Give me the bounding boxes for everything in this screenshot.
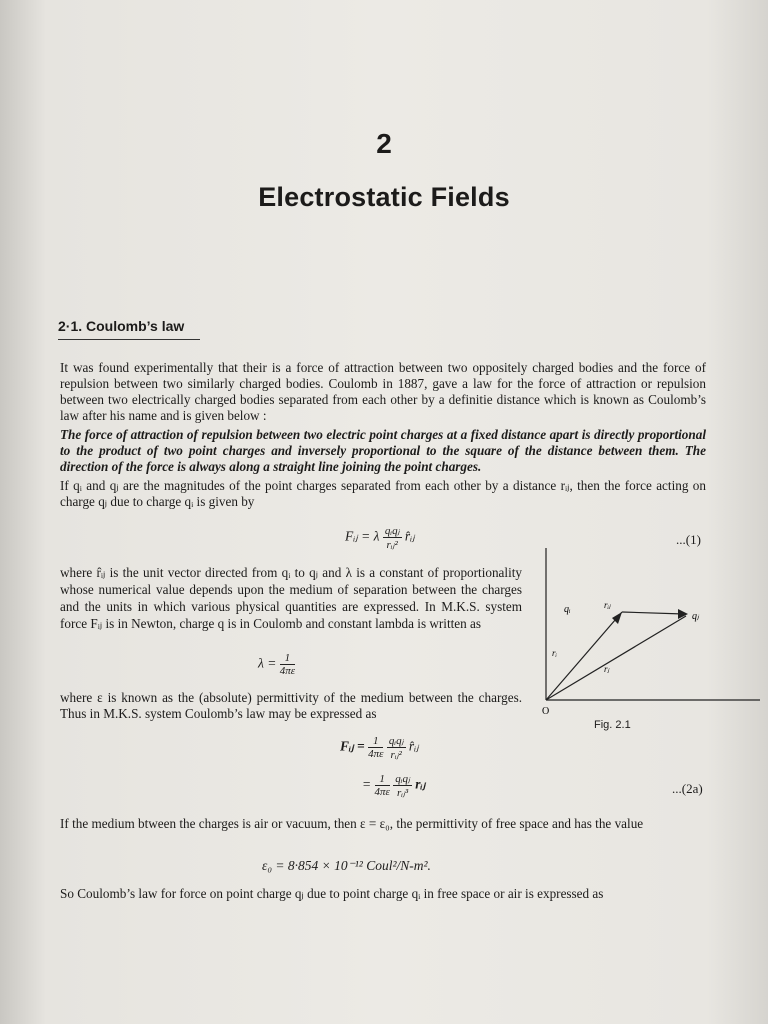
paragraph-permittivity: where ε is known as the (absolute) permittivity of the medium between the charges. Thus in M.K.S. system Coulomb’s law may be expressed as [60,690,522,721]
lambda-lhs: λ = [258,655,277,671]
eq2a-lhs: Fᵢⱼ = [340,738,365,754]
vector-rij [622,612,684,614]
vector-ri [546,612,622,700]
eq2a-unit-vector: r̂ᵢⱼ [408,738,419,754]
equation-2a-line2 [362,772,425,799]
equation-epsilon0: ε₀ = 8·854 × 10⁻¹² Coul²/N-m². [262,858,431,873]
paragraph-force-def: If qᵢ and qⱼ are the magnitudes of the point charges separated from each other by a distance rᵢⱼ, then the force acting on charge qⱼ due to charge qᵢ is given by [60,478,706,509]
equation-2a-tag: ...(2a) [672,781,703,796]
eq2a-charge-num: qᵢqⱼ [388,735,404,747]
lambda-numerator: 1 [280,652,295,665]
equation-1-tag: ...(1) [676,532,701,547]
eq2b-equals: = [362,776,372,792]
eq2b-const-num: 1 [375,773,390,786]
figure-origin-label: O [542,706,550,717]
figure-caption: Fig. 2.1 [594,719,631,731]
figure-label-qi: qᵢ [564,604,571,615]
equation-2a-line1 [340,734,419,761]
chapter-title: Electrostatic Fields [258,182,510,212]
eq2a-charge-den: rᵢⱼ² [390,749,402,761]
figure-label-rj: rⱼ [604,664,610,674]
section-heading: 2·1. Coulomb’s law [58,318,185,334]
figure-label-qj: qⱼ [692,611,699,622]
eq2b-charge-den: rᵢⱼ³ [396,787,409,799]
paragraph-free-space: If the medium btween the charges is air or vacuum, then ε = ε₀, the permittivity of free space and has the value [60,816,644,831]
equation-1 [345,524,415,551]
eq1-lhs: Fᵢⱼ = λ [345,528,380,544]
equation-lambda [258,652,295,677]
figure-label-ri: rᵢ [552,648,557,658]
section-heading-underline [58,339,200,340]
chapter-number: 2 [376,128,392,159]
paragraph-law-statement: The force of attraction of repulsion between two electric point charges at a fixed distance apart is directly proportional to the product of two point charges and inversely proportional to the square of the distance between them. The direction of the force is always along a straight line joining the point charges. [60,427,706,474]
eq2a-const-den: 4πε [368,748,384,760]
eq2b-vector: rᵢⱼ [415,776,426,792]
paragraph-unit-vector: where r̂ᵢⱼ is the unit vector directed from qᵢ to qⱼ and λ is a constant of proportionality whose numerical value depends upon the medium of separation between the charges and the units in which various physical quantities are expressed. In M.K.S. system force Fᵢⱼ is in Newton, charge q is in Coulomb and constant lambda is written as [60,565,522,631]
vector-rj [546,616,686,700]
figure-2-1 [530,548,760,718]
eq1-numerator: qᵢqⱼ [384,525,400,537]
eq2b-const-den: 4πε [374,786,390,798]
paragraph-free-space-law: So Coulomb’s law for force on point charge qⱼ due to point charge qᵢ in free space or air is expressed as [60,886,604,901]
eq2b-charge-num: qᵢqⱼ [395,773,410,785]
paragraph-intro: It was found experimentally that their is a force of attraction between two oppositely charged bodies and the force of repulsion between two similarly charged bodies. Coulomb in 1887, gave a law for the force of attraction or repulsion between two electrically charged bodies separated from each other by a definitie distance which is known as Coulomb’s law after his name and is given below : [60,360,706,423]
figure-label-rij: rᵢⱼ [604,600,611,610]
eq1-denominator: rᵢⱼ² [386,539,398,551]
lambda-denominator: 4πε [279,665,296,677]
eq2a-const-num: 1 [368,735,383,748]
eq1-unit-vector: r̂ᵢⱼ [404,528,415,544]
